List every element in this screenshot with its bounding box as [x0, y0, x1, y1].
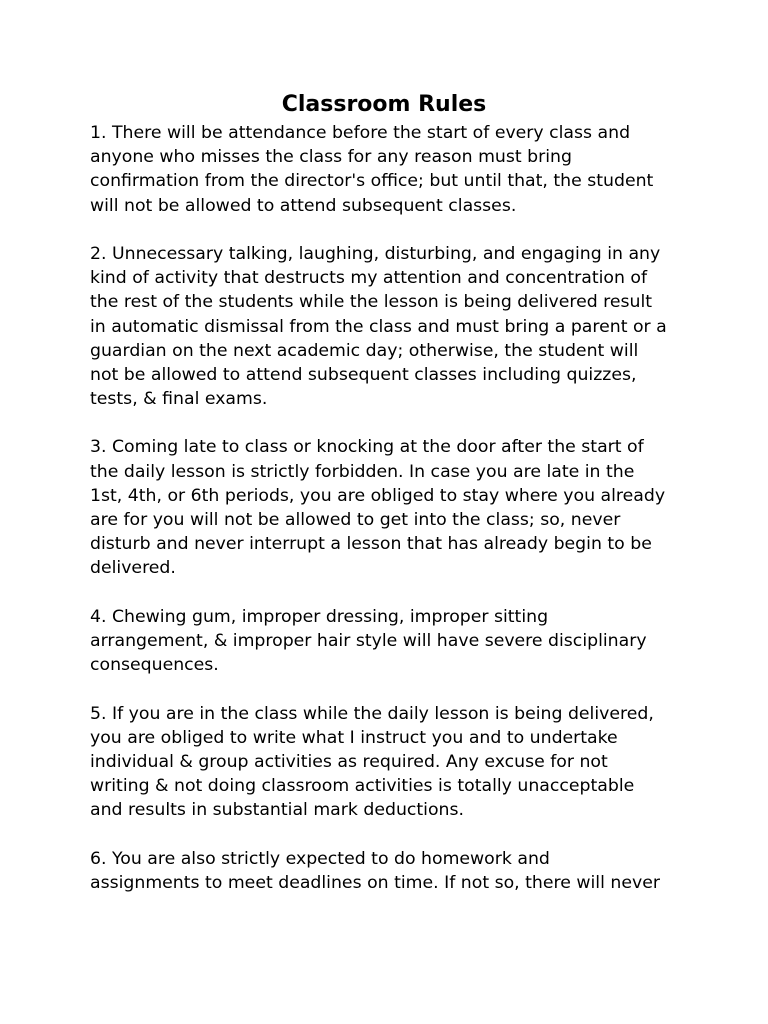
rule-line: arrangement, & improper hair style will have severe disciplinary [90, 630, 647, 651]
rule-line: kind of activity that destructs my attention and concentration of [90, 268, 648, 289]
rule-line: 5. If you are in the class while the daily lesson is being delivered, [90, 703, 654, 724]
rules-body [90, 121, 690, 895]
rule-line: individual & group activities as required. Any excuse for not [90, 751, 608, 772]
rule-paragraph-4 [90, 605, 690, 678]
rule-paragraph-5 [90, 702, 690, 823]
page-title: Classroom Rules [281, 92, 487, 117]
rule-line: in automatic dismissal from the class and must bring a parent or a [90, 316, 667, 337]
rule-line: the rest of the students while the lesson is being delivered result [90, 292, 653, 313]
rule-line: confirmation from the director's office; but until that, the student [90, 171, 654, 192]
rule-line: 2. Unnecessary talking, laughing, disturbing, and engaging in any [90, 243, 661, 264]
rule-line: and results in substantial mark deductions. [90, 800, 465, 821]
rule-line: 6. You are also strictly expected to do homework and [90, 848, 550, 869]
rule-line: will not be allowed to attend subsequent classes. [90, 195, 517, 216]
paragraph-spacer [90, 218, 690, 242]
rule-line: anyone who misses the class for any reason must bring [90, 147, 572, 168]
rule-paragraph-6 [90, 847, 690, 895]
rule-line: consequences. [90, 655, 219, 676]
rule-line: 3. Coming late to class or knocking at the door after the start of [90, 437, 644, 458]
rule-line: guardian on the next academic day; otherwise, the student will [90, 340, 639, 361]
rule-paragraph-2 [90, 242, 690, 411]
rule-line: delivered. [90, 558, 176, 579]
rule-line: 4. Chewing gum, improper dressing, improper sitting [90, 606, 549, 627]
rule-line: disturb and never interrupt a lesson that has already begin to be [90, 534, 652, 555]
rule-line: 1. There will be attendance before the start of every class and [90, 123, 631, 143]
rule-line: you are obliged to write what I instruct you and to undertake [90, 727, 618, 748]
rule-line: tests, & final exams. [90, 389, 268, 410]
paragraph-spacer [90, 411, 690, 435]
rule-paragraph-1 [90, 121, 690, 218]
paragraph-spacer [90, 581, 690, 605]
rule-paragraph-3 [90, 435, 690, 580]
rule-line: not be allowed to attend subsequent classes including quizzes, [90, 364, 637, 385]
rule-line: the daily lesson is strictly forbidden. In case you are late in the [90, 461, 635, 482]
paragraph-spacer [90, 677, 690, 701]
rule-line: 1st, 4th, or 6th periods, you are obliged to stay where you already [90, 485, 666, 506]
rule-line: are for you will not be allowed to get into the class; so, never [90, 510, 621, 530]
rule-line: assignments to meet deadlines on time. If not so, there will never [90, 872, 660, 893]
paragraph-spacer [90, 822, 690, 846]
rule-line: writing & not doing classroom activities is totally unacceptable [90, 776, 635, 797]
